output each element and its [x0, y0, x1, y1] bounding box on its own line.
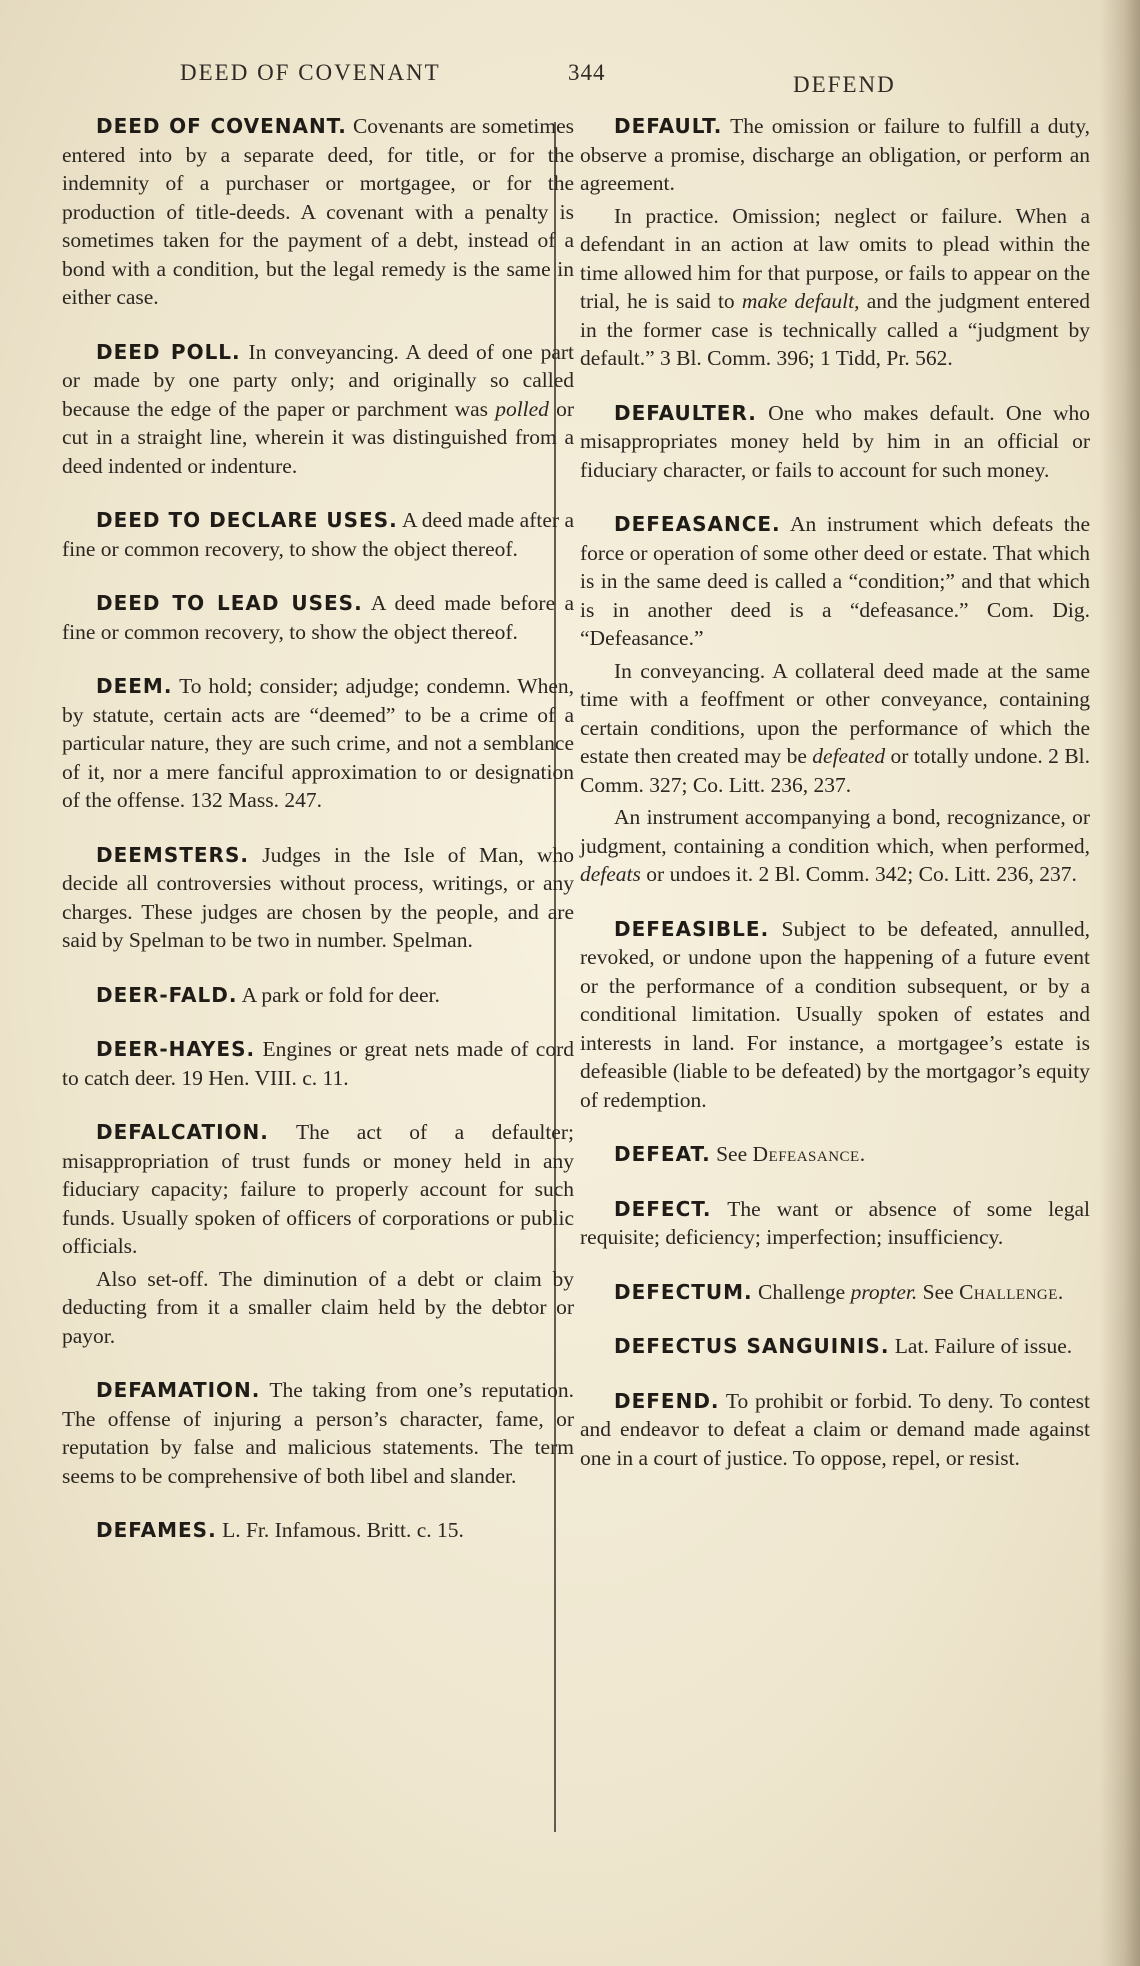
- headword: DEER-FALD.: [96, 982, 238, 1007]
- headword: DEFEASIBLE.: [614, 916, 770, 941]
- definition: and the judgment entered in the former case is technically called a “judgment by default.” 3 Bl. Comm. 396; 1 Tidd, Pr. 562.: [580, 289, 1090, 370]
- definition-italic: propter.: [850, 1279, 918, 1304]
- entry-deer-fald: [62, 981, 574, 1010]
- entry-deed-to-lead-uses: [62, 589, 574, 646]
- entry-defamation: [62, 1376, 574, 1490]
- running-header: [0, 60, 1140, 110]
- definition: or totally undone. 2 Bl. Comm. 327; Co. Litt. 236, 237.: [580, 744, 1091, 797]
- definition-italic: polled: [495, 396, 549, 421]
- definition: Judges in the Isle of Man, who decide all controversies without process, writings, or any charges. These judges are chosen by the people, and are said by Spelman to be two in number. Spelman.: [62, 842, 575, 952]
- headword: DEEMSTERS.: [96, 842, 249, 867]
- entry-defend: [580, 1387, 1090, 1473]
- headword: DEED OF COVENANT.: [96, 114, 347, 138]
- headword: DEED TO LEAD USES.: [96, 591, 363, 615]
- header-right-guide-word: DEFEND: [793, 72, 896, 97]
- headword: DEFECTUM.: [614, 1279, 753, 1304]
- definition: A deed made after a fine or common recovery, to show the object thereof.: [62, 508, 574, 561]
- entry-defeat: [580, 1140, 1090, 1169]
- definition: In conveyancing. A collateral deed made at the same time with a feoffment or other conveyance, containing certain conditions, upon the performance of which the estate then created may be: [580, 658, 1090, 768]
- entry-deed-poll: [62, 338, 574, 481]
- definition: A deed made before a fine or common recovery, to show the object thereof.: [62, 591, 574, 644]
- definition: See: [922, 1279, 954, 1304]
- left-column: [62, 112, 574, 1571]
- definition-italic: defeated: [812, 744, 886, 768]
- definition: One who makes default. One who misappropriates money held by him in an official or fiduciary character, or fails to account for such money.: [580, 400, 1091, 482]
- definition: In practice. Omission; neglect or failure. When a defendant in an action at law omits to plead within the time allowed him for that purpose, or fails to appear on the trial, he is said to: [580, 203, 1090, 313]
- right-column: [580, 112, 1090, 1498]
- entry-defectus-sanguinis: [580, 1332, 1090, 1361]
- headword: DEER-HAYES.: [96, 1037, 256, 1061]
- headword: DEFAMATION.: [96, 1378, 261, 1402]
- definition: Lat. Failure of issue.: [894, 1334, 1073, 1358]
- headword: DEFECTUS SANGUINIS.: [614, 1334, 890, 1358]
- entry-deed-of-covenant: [62, 112, 574, 312]
- definition: The taking from one’s reputation. The offense of injuring a person’s character, fame, or reputation by false and malicious statements. The term seems to be comprehensive of both libel and slander.: [62, 1378, 574, 1488]
- entry-deem: [62, 672, 574, 815]
- definition: An instrument accompanying a bond, recognizance, or judgment, containing a condition which, when performed,: [580, 805, 1090, 858]
- entry-defaulter: [580, 399, 1090, 485]
- entry-deed-to-declare-uses: [62, 506, 574, 563]
- header-left-guide-word: DEED OF COVENANT: [180, 60, 441, 85]
- entry-deemsters: [62, 841, 574, 955]
- definition-italic: defeats: [580, 862, 641, 886]
- headword: DEEM.: [96, 674, 173, 698]
- entry-default: [580, 112, 1090, 373]
- definition: To prohibit or forbid. To deny. To contest and endeavor to defeat a claim or demand made against one in a court of justice. To oppose, repel, or resist.: [580, 1388, 1090, 1470]
- definition: L. Fr. Infamous. Britt. c. 15.: [222, 1518, 464, 1542]
- definition: The want or absence of some legal requisite; deficiency; imperfection; insufficiency.: [580, 1196, 1090, 1249]
- cross-reference: Defeasance.: [752, 1142, 866, 1166]
- cross-reference: Challenge.: [959, 1279, 1064, 1304]
- definition: or cut in a straight line, wherein it was distinguished from a deed indented or indenture.: [62, 396, 575, 478]
- entry-defames: [62, 1516, 574, 1545]
- definition: Subject to be defeated, annulled, revoked, or undone upon the happening of a future event or the performance of a condition subsequent, or by a conditional limitation. Usually spoken of estates and interests in land. For instance, a mortgagee’s estate is defeasible (liable to be defeated) by the mortgagor’s equity of redemption.: [580, 916, 1091, 1112]
- entry-defalcation: [62, 1118, 574, 1350]
- entry-defeasible: [580, 915, 1090, 1115]
- definition-italic: make default,: [741, 289, 860, 313]
- headword: DEED TO DECLARE USES.: [96, 508, 398, 532]
- definition: The act of a defaulter; misappropriation of trust funds or money held in any fiduciary capacity; failure to properly account for such funds. Usually spoken of officers of corporations or public officials.: [62, 1120, 574, 1258]
- page-number: 344: [568, 60, 606, 85]
- headword: DEFAULTER.: [614, 400, 757, 425]
- entry-defect: [580, 1195, 1090, 1252]
- definition: Challenge: [758, 1279, 846, 1304]
- headword: DEFEND.: [614, 1388, 720, 1413]
- definition: To hold; consider; adjudge; condemn. When, by statute, certain acts are “deemed” to be a crime of a particular nature, they are such crime, and not a semblance of it, nor a mere fanciful approximation to or designation of the offense. 132 Mass. 247.: [62, 674, 574, 812]
- headword: DEFAMES.: [96, 1518, 217, 1542]
- entry-deer-hayes: [62, 1035, 574, 1092]
- definition: Engines or great nets made of cord to catch deer. 19 Hen. VIII. c. 11.: [62, 1037, 575, 1090]
- definition: or undoes it. 2 Bl. Comm. 342; Co. Litt. 236, 237.: [646, 862, 1077, 886]
- definition: A park or fold for deer.: [241, 982, 440, 1007]
- headword: DEFEAT.: [614, 1142, 711, 1166]
- headword: DEFALCATION.: [96, 1120, 269, 1144]
- definition-paragraph: Also set-off. The diminution of a debt or claim by deducting from it a smaller claim held by the debtor or payor.: [62, 1266, 574, 1348]
- headword: DEED POLL.: [96, 339, 241, 364]
- definition: Covenants are sometimes entered into by a separate deed, for title, or for the indemnity of a purchaser or mortgagee, or for the production of title-deeds. A covenant with a penalty is sometimes taken for the payment of a debt, instead of a bond with a condition, but the legal remedy is the same in either case.: [62, 114, 574, 309]
- entry-defectum: [580, 1278, 1090, 1307]
- entry-defeasance: [580, 510, 1090, 889]
- headword: DEFECT.: [614, 1196, 712, 1221]
- definition: The omission or failure to fulfill a duty, observe a promise, discharge an obligation, or perform an agreement.: [580, 114, 1090, 195]
- book-spine-shadow: [1100, 0, 1140, 1966]
- definition: See: [716, 1142, 748, 1166]
- headword: DEFAULT.: [614, 114, 723, 138]
- headword: DEFEASANCE.: [614, 512, 781, 536]
- definition: In conveyancing. A deed of one part or made by one party only; and originally so called because the edge of the paper or parchment was: [62, 339, 574, 421]
- definition: An instrument which defeats the force or operation of some other deed or estate. That which is in the same deed is called a “condition;” and that which is in another deed is a “defeasance.” Com. Dig. “Defeasance.”: [580, 512, 1090, 650]
